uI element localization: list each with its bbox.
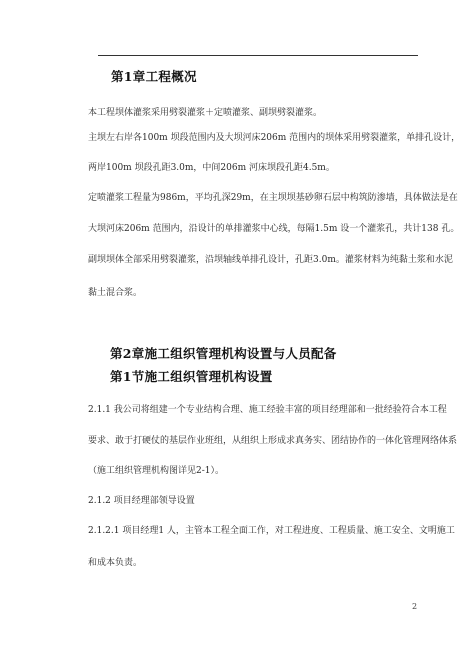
chapter-1-heading: 第1章工程概况 xyxy=(111,69,197,84)
section-1-heading: 第1节施工组织管理机构设置 xyxy=(110,369,273,384)
paragraph-line: 两岸100m 坝段孔距3.0m，中间206m 河床坝段孔距4.5m。 xyxy=(88,163,335,173)
page-number: 2 xyxy=(412,602,418,611)
paragraph-line: 定喷灌浆工程量为986m，平均孔深29m，在主坝坝基砂卵石层中构筑防渗墙，具体做法是在 xyxy=(88,193,458,203)
paragraph-line: 2.1.2.1 项目经理1 人，主管本工程全面工作，对工程进度、工程质量、施工安全、文明施工 xyxy=(88,526,455,536)
paragraph-line: 和成本负责。 xyxy=(88,558,143,568)
paragraph-line: （施工组织管理机构图详见2-1）。 xyxy=(88,466,224,476)
paragraph-line: 黏土混合浆。 xyxy=(88,288,143,298)
paragraph-line: 本工程坝体灌浆采用劈裂灌浆＋定喷灌浆、副坝劈裂灌浆。 xyxy=(88,108,323,118)
header-rule xyxy=(98,55,418,56)
paragraph-line: 要求、敢于打硬仗的基层作业班组，从组织上形成求真务实、团结协作的一体化管理网络体系 xyxy=(88,436,458,446)
chapter-2-heading: 第2章施工组织管理机构设置与人员配备 xyxy=(110,346,337,361)
paragraph-line: 主坝左右岸各100m 坝段范围内及大坝河床206m 范围内的坝体采用劈裂灌浆，单排孔设计， xyxy=(88,133,461,143)
paragraph-line: 大坝河床206m 范围内，沿设计的单排灌浆中心线，每隔1.5m 设一个灌浆孔，共计138 孔。 xyxy=(88,224,460,234)
paragraph-line: 2.1.2 项目经理部领导设置 xyxy=(88,496,195,506)
paragraph-line: 2.1.1 我公司将组建一个专业结构合理、施工经验丰富的项目经理部和一批经验符合本工程 xyxy=(88,405,447,415)
paragraph-line: 副坝坝体全部采用劈裂灌浆，沿坝轴线单排孔设计，孔距3.0m。灌浆材料为纯黏土浆和水泥 xyxy=(88,255,453,265)
